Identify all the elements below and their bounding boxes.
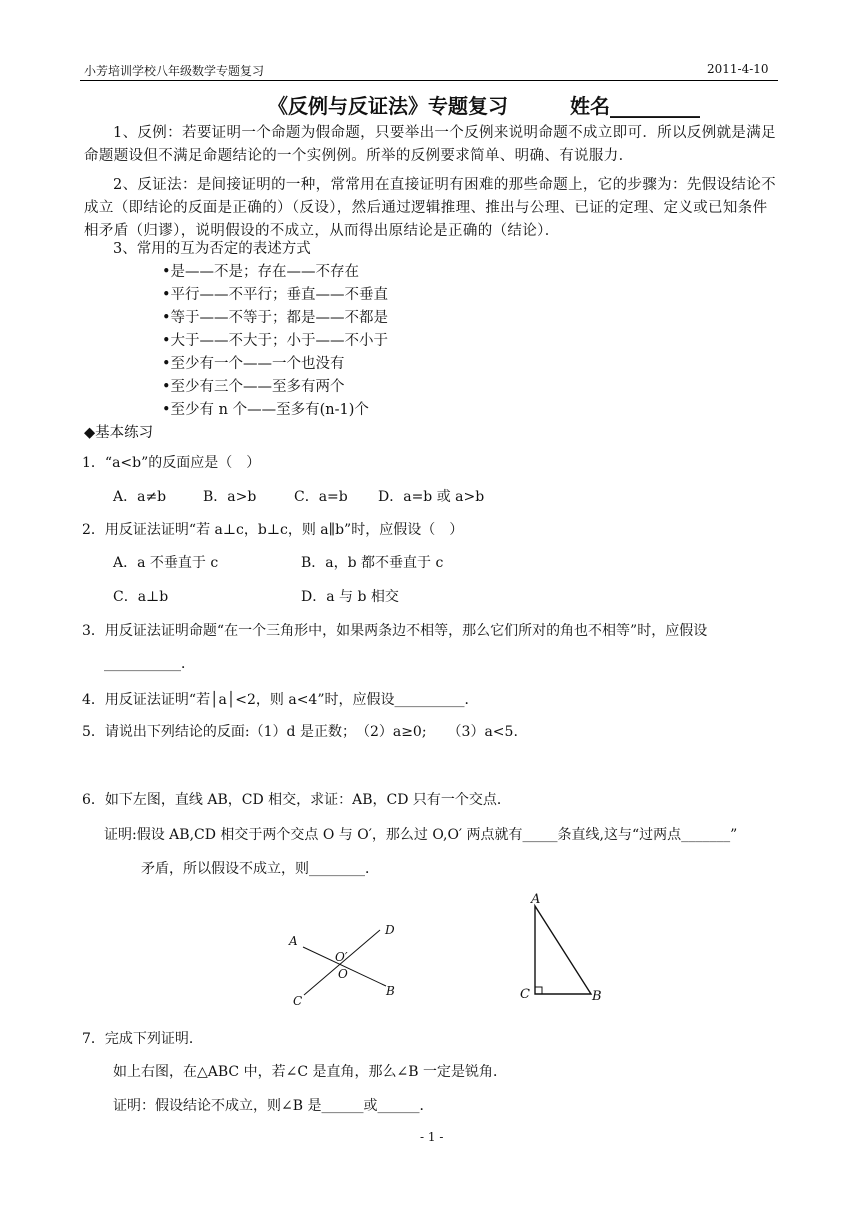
question-7-stem: 7．完成下列证明． <box>82 1031 203 1047</box>
question-2-stem: 2．用反证法证明“若 a⊥c，b⊥c，则 a∥b”时，应假设（ ） <box>82 522 464 538</box>
question-2-option-b: B．a，b 都不垂直于 c <box>301 555 444 571</box>
intro-paragraph-1: 1、反例：若要证明一个命题为假命题，只要举出一个反例来说明命题不成立即可．所以反例就是满足命题题设但不满足命题结论的一个实例例。所举的反例要求简单、明确、有说服力． <box>84 125 776 164</box>
label-c: C <box>520 987 530 1002</box>
question-1-option-d: D．a=b 或 a>b <box>378 489 485 505</box>
section-title: ◆基本练习 <box>84 425 154 441</box>
intro-paragraph-2: 2、反证法：是间接证明的一种，常常用在直接证明有困难的那些命题上，它的步骤为：先假设结论不成立（即结论的反面是正确的）（反设），然后通过逻辑推理、推出与公理、已证的定理、定义或已知条件相矛盾（归谬），说明假设的不成立，从而得出原结论是正确的（结论）． <box>84 177 776 239</box>
list-item: •至少有三个——至多有两个 <box>162 379 345 395</box>
list-item: •是——不是；存在——不存在 <box>162 264 360 280</box>
label-o-prime: O′ <box>335 950 348 964</box>
question-6-proof-line-2: 矛盾，所以假设不成立，则________． <box>141 861 379 877</box>
question-6-stem: 6．如下左图，直线 AB，CD 相交，求证：AB，CD 只有一个交点． <box>82 792 511 808</box>
intersecting-lines-figure <box>275 915 415 1015</box>
page-title: 《反例与反证法》专题复习 <box>268 94 508 118</box>
name-field-label: 姓名_________ <box>570 94 700 118</box>
question-2-option-d: D．a 与 b 相交 <box>301 589 399 605</box>
question-1-stem: 1．“a<b”的反面应是（ ） <box>82 455 261 471</box>
page-number: - 1 - <box>420 1130 444 1144</box>
list-item: •至少有 n 个——至多有(n-1)个 <box>162 402 369 418</box>
label-d: D <box>385 923 395 937</box>
question-2-option-a: A．a 不垂直于 c <box>113 555 219 571</box>
header-school: 小芳培训学校八年级数学专题复习 <box>84 64 265 78</box>
question-2-option-c: C．a⊥b <box>113 589 169 605</box>
question-3-stem: 3．用反证法证明命题“在一个三角形中，如果两条边不相等，那么它们所对的角也不相等”时，应假设 <box>82 623 708 639</box>
list-item: •平行——不平行；垂直——不垂直 <box>162 287 389 303</box>
label-b: B <box>592 989 602 1004</box>
label-o: O <box>338 967 348 981</box>
question-5: 5．请说出下列结论的反面:（1）d 是正数； （2）a≥0; （3）a<5. <box>82 724 518 740</box>
intro-paragraph-3: 3、常用的互为否定的表述方式 <box>113 241 311 257</box>
question-1-option-b: B．a>b <box>203 489 257 505</box>
label-b: B <box>386 984 395 998</box>
question-7-proof: 证明：假设结论不成立，则∠B 是______或______． <box>113 1098 434 1114</box>
right-triangle-figure <box>515 888 615 1006</box>
question-1-option-a: A．a≠b <box>113 489 167 505</box>
triangle-abc <box>535 906 591 994</box>
label-a: A <box>531 892 541 907</box>
label-a: A <box>289 934 298 948</box>
header-rule <box>80 80 778 81</box>
question-6-proof-line-1: 证明:假设 AB,CD 相交于两个交点 O 与 O′，那么过 O,O′ 两点就有_____条直线,这与“过两点_______” <box>104 827 738 843</box>
question-1-option-c: C．a=b <box>294 489 348 505</box>
list-item: •至少有一个——一个也没有 <box>162 356 345 372</box>
list-item: •大于——不大于；小于——不小于 <box>162 333 389 349</box>
question-7-given: 如上右图，在△ABC 中，若∠C 是直角，那么∠B 一定是锐角． <box>113 1064 507 1080</box>
right-angle-mark <box>535 987 542 994</box>
question-3-blank: ___________． <box>104 656 195 672</box>
label-c: C <box>293 994 303 1008</box>
question-4: 4．用反证法证明“若│a│<2，则 a<4”时，应假设__________． <box>82 692 479 708</box>
header-date: 2011-4-10 <box>707 62 769 76</box>
list-item: •等于——不等于；都是——不都是 <box>162 310 389 326</box>
